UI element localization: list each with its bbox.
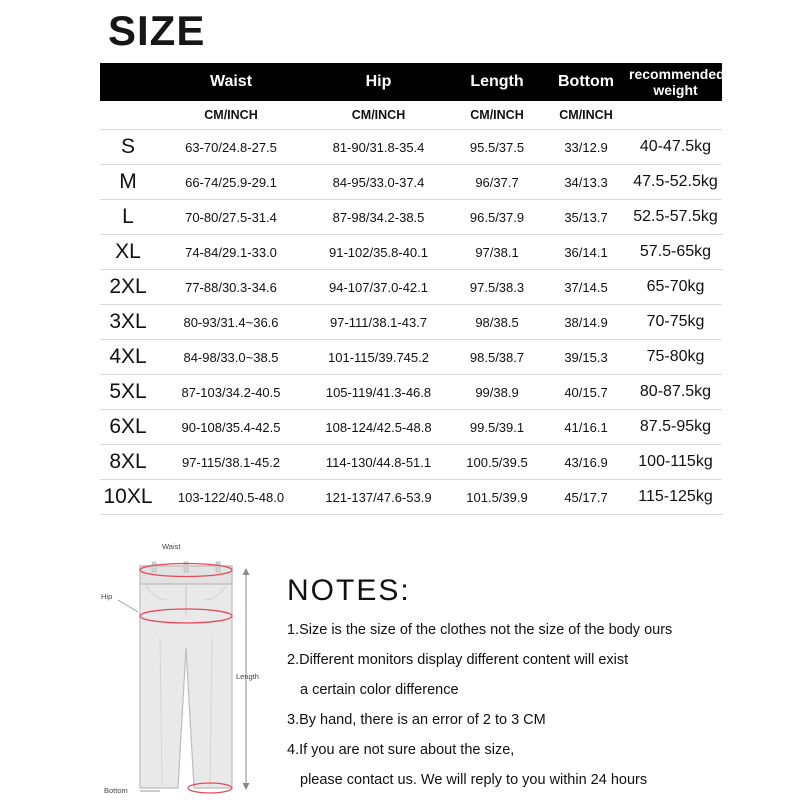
table-row bbox=[100, 480, 722, 515]
cell-size: L bbox=[100, 200, 156, 235]
table-body bbox=[100, 101, 722, 515]
unit-recommended-weight bbox=[629, 101, 722, 130]
hip-leader-line bbox=[118, 600, 138, 612]
cell-length: 100.5/39.5 bbox=[451, 445, 543, 480]
note-item-4-continued: please contact us. We will reply to you within 24 hours bbox=[300, 772, 648, 788]
table-row bbox=[100, 130, 722, 165]
cell-weight: 115-125kg bbox=[629, 480, 722, 515]
column-header-waist: Waist bbox=[156, 63, 306, 101]
unit-length: CM/INCH bbox=[451, 101, 543, 130]
cell-bottom: 41/16.1 bbox=[543, 410, 629, 445]
cell-waist: 90-108/35.4-42.5 bbox=[156, 410, 306, 445]
cell-bottom: 34/13.3 bbox=[543, 165, 629, 200]
cell-length: 96/37.7 bbox=[451, 165, 543, 200]
diagram-label-hip: Hip bbox=[101, 592, 113, 601]
cell-size: 2XL bbox=[100, 270, 156, 305]
cell-weight: 57.5-65kg bbox=[629, 235, 722, 270]
cell-length: 98/38.5 bbox=[451, 305, 543, 340]
cell-bottom: 37/14.5 bbox=[543, 270, 629, 305]
length-arrow-top bbox=[243, 568, 250, 575]
cell-weight: 80-87.5kg bbox=[629, 375, 722, 410]
belt-loop-left bbox=[152, 562, 156, 572]
column-header-hip: Hip bbox=[306, 63, 451, 101]
cell-hip: 101-115/39.745.2 bbox=[306, 340, 451, 375]
cell-hip: 84-95/33.0-37.4 bbox=[306, 165, 451, 200]
pants-illustration-svg bbox=[100, 538, 275, 798]
cell-hip: 114-130/44.8-51.1 bbox=[306, 445, 451, 480]
unit-bottom: CM/INCH bbox=[543, 101, 629, 130]
cell-hip: 91-102/35.8-40.1 bbox=[306, 235, 451, 270]
diagram-label-waist: Waist bbox=[162, 542, 181, 551]
table-row bbox=[100, 200, 722, 235]
cell-hip: 108-124/42.5-48.8 bbox=[306, 410, 451, 445]
unit-waist: CM/INCH bbox=[156, 101, 306, 130]
cell-size: 4XL bbox=[100, 340, 156, 375]
cell-waist: 63-70/24.8-27.5 bbox=[156, 130, 306, 165]
cell-size: 3XL bbox=[100, 305, 156, 340]
cell-waist: 70-80/27.5-31.4 bbox=[156, 200, 306, 235]
table-row bbox=[100, 410, 722, 445]
cell-bottom: 45/17.7 bbox=[543, 480, 629, 515]
cell-size: 10XL bbox=[100, 480, 156, 515]
notes-block bbox=[287, 574, 787, 802]
cell-waist: 80-93/31.4~36.6 bbox=[156, 305, 306, 340]
cell-bottom: 35/13.7 bbox=[543, 200, 629, 235]
cell-waist: 74-84/29.1-33.0 bbox=[156, 235, 306, 270]
cell-size: 6XL bbox=[100, 410, 156, 445]
note-item-2: 2.Different monitors display different content will exist bbox=[287, 652, 629, 668]
length-arrow-bottom bbox=[243, 783, 250, 790]
cell-weight: 52.5-57.5kg bbox=[629, 200, 722, 235]
cell-waist: 103-122/40.5-48.0 bbox=[156, 480, 306, 515]
note-item-2-continued: a certain color difference bbox=[300, 682, 459, 698]
cell-length: 95.5/37.5 bbox=[451, 130, 543, 165]
cell-hip: 105-119/41.3-46.8 bbox=[306, 375, 451, 410]
table-row bbox=[100, 270, 722, 305]
cell-weight: 47.5-52.5kg bbox=[629, 165, 722, 200]
cell-bottom: 38/14.9 bbox=[543, 305, 629, 340]
table-units-row bbox=[100, 101, 722, 130]
cell-waist: 77-88/30.3-34.6 bbox=[156, 270, 306, 305]
table-row bbox=[100, 340, 722, 375]
cell-bottom: 39/15.3 bbox=[543, 340, 629, 375]
page-title: SIZE bbox=[108, 7, 206, 54]
cell-size: M bbox=[100, 165, 156, 200]
cell-length: 96.5/37.9 bbox=[451, 200, 543, 235]
cell-waist: 87-103/34.2-40.5 bbox=[156, 375, 306, 410]
cell-hip: 121-137/47.6-53.9 bbox=[306, 480, 451, 515]
note-item-4: 4.If you are not sure about the size, bbox=[287, 742, 515, 758]
cell-bottom: 43/16.9 bbox=[543, 445, 629, 480]
cell-size: 8XL bbox=[100, 445, 156, 480]
cell-hip: 97-111/38.1-43.7 bbox=[306, 305, 451, 340]
table-row bbox=[100, 165, 722, 200]
diagram-label-bottom: Bottom bbox=[104, 786, 128, 795]
cell-hip: 87-98/34.2-38.5 bbox=[306, 200, 451, 235]
column-header-length: Length bbox=[451, 63, 543, 101]
cell-weight: 100-115kg bbox=[629, 445, 722, 480]
unit-hip: CM/INCH bbox=[306, 101, 451, 130]
cell-weight: 65-70kg bbox=[629, 270, 722, 305]
table-row bbox=[100, 445, 722, 480]
belt-loop-right bbox=[216, 562, 220, 572]
cell-waist: 97-115/38.1-45.2 bbox=[156, 445, 306, 480]
cell-size: S bbox=[100, 130, 156, 165]
size-chart-table bbox=[100, 63, 725, 515]
cell-length: 99.5/39.1 bbox=[451, 410, 543, 445]
cell-length: 97/38.1 bbox=[451, 235, 543, 270]
cell-waist: 84-98/33.0~38.5 bbox=[156, 340, 306, 375]
note-item-3: 3.By hand, there is an error of 2 to 3 CM bbox=[287, 712, 546, 728]
table-row bbox=[100, 375, 722, 410]
unit-size bbox=[100, 101, 156, 130]
cell-bottom: 36/14.1 bbox=[543, 235, 629, 270]
cell-length: 97.5/38.3 bbox=[451, 270, 543, 305]
pants-measurement-diagram bbox=[100, 538, 275, 798]
note-item-1: 1.Size is the size of the clothes not the size of the body ours bbox=[287, 622, 673, 638]
cell-size: 5XL bbox=[100, 375, 156, 410]
cell-hip: 94-107/37.0-42.1 bbox=[306, 270, 451, 305]
cell-length: 101.5/39.9 bbox=[451, 480, 543, 515]
cell-hip: 81-90/31.8-35.4 bbox=[306, 130, 451, 165]
cell-length: 99/38.9 bbox=[451, 375, 543, 410]
notes-title: NOTES: bbox=[287, 574, 411, 607]
column-header-recommended-weight: recommended weight bbox=[629, 63, 722, 101]
diagram-label-length: Length bbox=[236, 672, 259, 681]
cell-size: XL bbox=[100, 235, 156, 270]
column-header-bottom: Bottom bbox=[543, 63, 629, 101]
cell-weight: 87.5-95kg bbox=[629, 410, 722, 445]
cell-weight: 40-47.5kg bbox=[629, 130, 722, 165]
cell-weight: 75-80kg bbox=[629, 340, 722, 375]
column-header-size bbox=[100, 63, 156, 101]
cell-bottom: 33/12.9 bbox=[543, 130, 629, 165]
table-row bbox=[100, 305, 722, 340]
cell-waist: 66-74/25.9-29.1 bbox=[156, 165, 306, 200]
table-header-row bbox=[100, 63, 722, 101]
cell-bottom: 40/15.7 bbox=[543, 375, 629, 410]
lower-section bbox=[0, 536, 800, 800]
table-row bbox=[100, 235, 722, 270]
cell-length: 98.5/38.7 bbox=[451, 340, 543, 375]
cell-weight: 70-75kg bbox=[629, 305, 722, 340]
